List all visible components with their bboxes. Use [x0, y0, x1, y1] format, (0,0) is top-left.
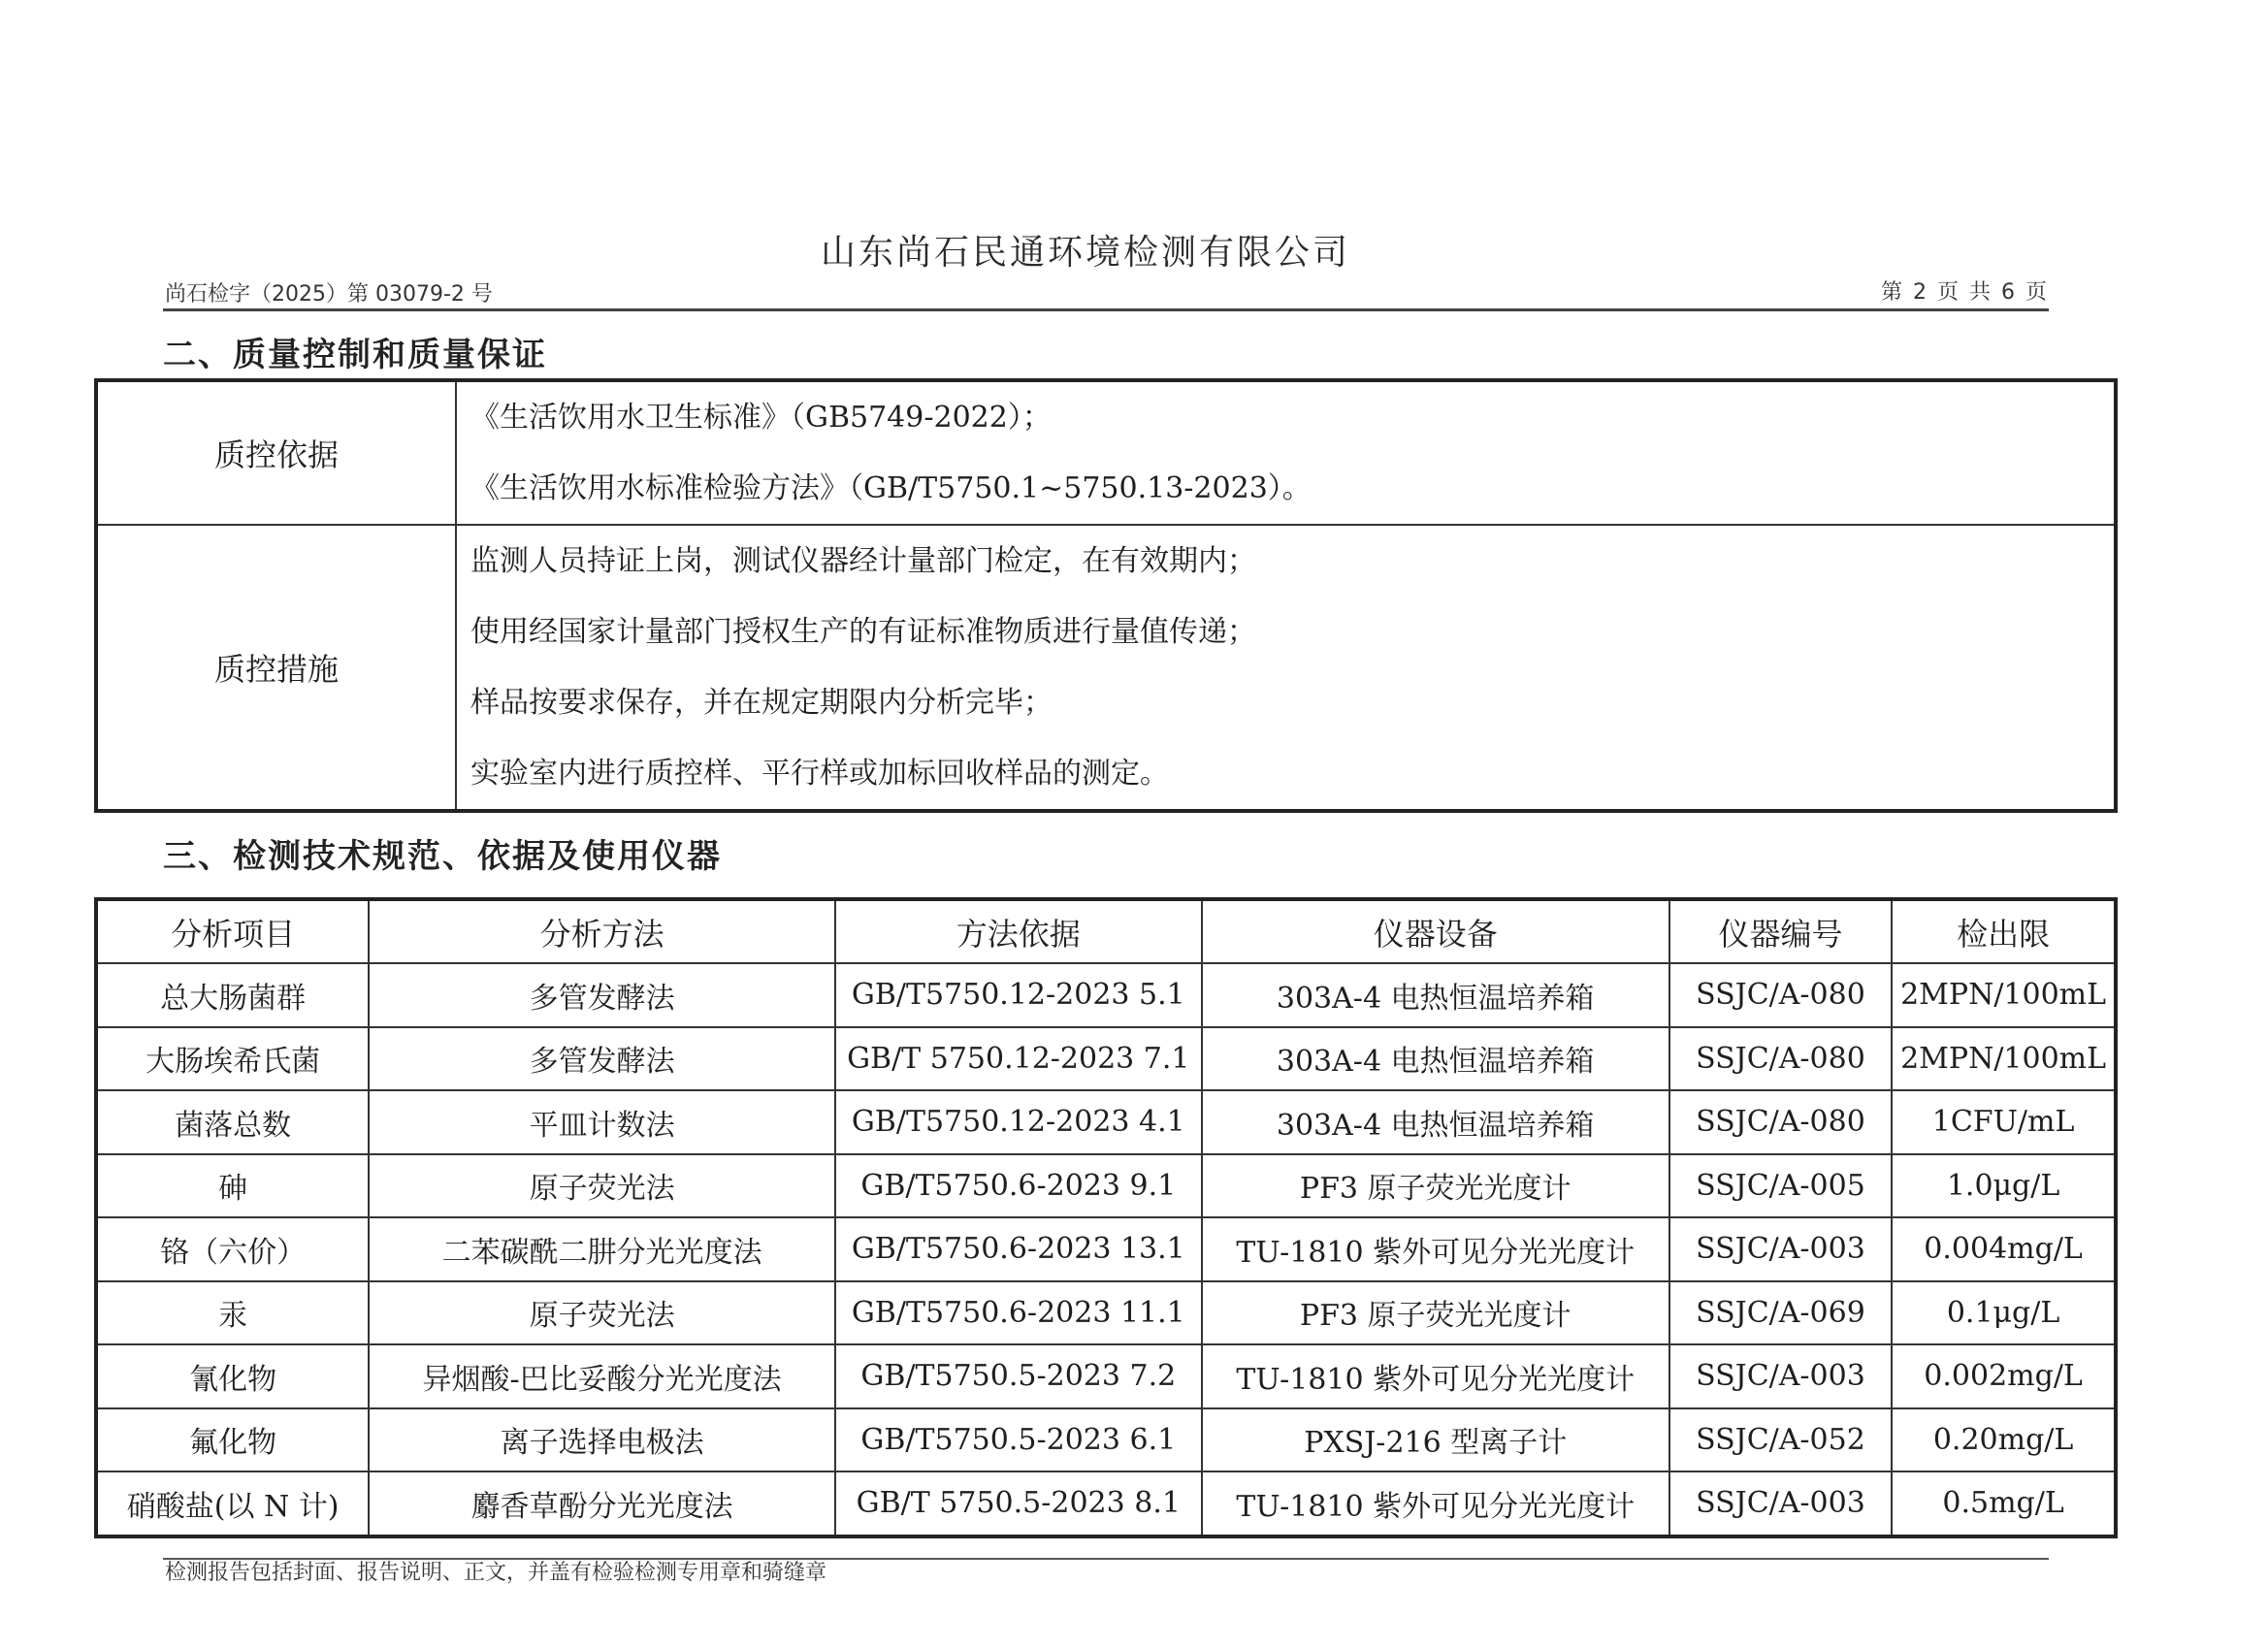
- basis-cell: GB/T 5750.5-2023 8.1: [835, 1471, 1202, 1536]
- method-cell: 多管发酵法: [369, 963, 835, 1027]
- instrument-cell: PXSJ-216 型离子计: [1202, 1408, 1669, 1472]
- item-cell: 氰化物: [96, 1344, 369, 1408]
- instrument-id-cell: SSJC/A-005: [1669, 1154, 1892, 1218]
- table-row: [96, 1154, 2116, 1218]
- item-cell: 硝酸盐(以 N 计): [96, 1471, 369, 1536]
- instrument-cell: TU-1810 紫外可见分光光度计: [1202, 1344, 1669, 1408]
- table-row: [96, 525, 2116, 811]
- method-cell: 原子荧光法: [369, 1154, 835, 1218]
- method-cell: 平皿计数法: [369, 1090, 835, 1154]
- item-cell: 菌落总数: [96, 1090, 369, 1154]
- instrument-id-cell: SSJC/A-080: [1669, 963, 1892, 1027]
- detection-limit-cell: 0.002mg/L: [1892, 1344, 2116, 1408]
- instrument-id-cell: SSJC/A-069: [1669, 1281, 1892, 1345]
- method-cell: 原子荧光法: [369, 1281, 835, 1345]
- instrument-id-cell: SSJC/A-003: [1669, 1471, 1892, 1536]
- item-cell: 总大肠菌群: [96, 963, 369, 1027]
- table-row: [96, 1471, 2116, 1536]
- instrument-cell: 303A-4 电热恒温培养箱: [1202, 1090, 1669, 1154]
- measures-line: 使用经国家计量部门授权生产的有证标准物质进行量值传递；: [470, 615, 1256, 649]
- measures-line: 实验室内进行质控样、平行样或加标回收样品的测定。: [470, 757, 1169, 791]
- basis-cell: GB/T5750.12-2023 5.1: [835, 963, 1202, 1027]
- table-row: [96, 1027, 2116, 1091]
- measures-label: 质控措施: [96, 525, 456, 811]
- method-cell: 麝香草酚分光光度法: [369, 1471, 835, 1536]
- instrument-cell: TU-1810 紫外可见分光光度计: [1202, 1471, 1669, 1536]
- instrument-cell: 303A-4 电热恒温培养箱: [1202, 963, 1669, 1027]
- basis-cell: GB/T5750.12-2023 4.1: [835, 1090, 1202, 1154]
- measures-content: [456, 525, 2116, 811]
- detection-limit-cell: 2MPN/100mL: [1892, 1027, 2116, 1091]
- basis-label: 质控依据: [96, 380, 456, 525]
- detection-limit-cell: 1CFU/mL: [1892, 1090, 2116, 1154]
- column-header: 检出限: [1892, 899, 2116, 963]
- table-row: [96, 963, 2116, 1027]
- basis-cell: GB/T5750.5-2023 7.2: [835, 1344, 1202, 1408]
- detection-limit-cell: 2MPN/100mL: [1892, 963, 2116, 1027]
- basis-cell: GB/T5750.5-2023 6.1: [835, 1408, 1202, 1472]
- detection-limit-cell: 1.0μg/L: [1892, 1154, 2116, 1218]
- column-header: 方法依据: [835, 899, 1202, 963]
- table-row: [96, 1344, 2116, 1408]
- table-row: [96, 380, 2116, 525]
- method-cell: 多管发酵法: [369, 1027, 835, 1091]
- instrument-id-cell: SSJC/A-080: [1669, 1090, 1892, 1154]
- report-number: 尚石检字（2025）第 03079-2 号: [165, 282, 493, 307]
- method-cell: 二苯碳酰二肼分光光度法: [369, 1217, 835, 1281]
- footer-note: 检测报告包括封面、报告说明、正文，并盖有检验检测专用章和骑缝章: [165, 1561, 827, 1585]
- method-cell: 离子选择电极法: [369, 1408, 835, 1472]
- instrument-id-cell: SSJC/A-052: [1669, 1408, 1892, 1472]
- instrument-id-cell: SSJC/A-080: [1669, 1027, 1892, 1091]
- item-cell: 氟化物: [96, 1408, 369, 1472]
- section-title-quality: 二、质量控制和质量保证: [163, 336, 547, 374]
- item-cell: 汞: [96, 1281, 369, 1345]
- instrument-id-cell: SSJC/A-003: [1669, 1344, 1892, 1408]
- instrument-cell: PF3 原子荧光光度计: [1202, 1154, 1669, 1218]
- page-number: 第 2 页 共 6 页: [1881, 280, 2049, 305]
- instrument-cell: TU-1810 紫外可见分光光度计: [1202, 1217, 1669, 1281]
- basis-cell: GB/T5750.6-2023 13.1: [835, 1217, 1202, 1281]
- instrument-cell: 303A-4 电热恒温培养箱: [1202, 1027, 1669, 1091]
- item-cell: 铬（六价）: [96, 1217, 369, 1281]
- column-header: 仪器设备: [1202, 899, 1669, 963]
- measures-line: 样品按要求保存，并在规定期限内分析完毕；: [470, 686, 1053, 720]
- column-header: 分析项目: [96, 899, 369, 963]
- basis-line: 《生活饮用水卫生标准》（GB5749-2022）；: [470, 401, 1052, 435]
- basis-cell: GB/T5750.6-2023 9.1: [835, 1154, 1202, 1218]
- section-title-methods: 三、检测技术规范、依据及使用仪器: [163, 837, 722, 876]
- instrument-id-cell: SSJC/A-003: [1669, 1217, 1892, 1281]
- item-cell: 大肠埃希氏菌: [96, 1027, 369, 1091]
- instrument-cell: PF3 原子荧光光度计: [1202, 1281, 1669, 1345]
- detection-limit-cell: 0.1μg/L: [1892, 1281, 2116, 1345]
- basis-content: [456, 380, 2116, 525]
- table-row: [96, 1408, 2116, 1472]
- item-cell: 砷: [96, 1154, 369, 1218]
- method-cell: 异烟酸-巴比妥酸分光光度法: [369, 1344, 835, 1408]
- quality-control-table: [94, 378, 2118, 813]
- basis-cell: GB/T5750.6-2023 11.1: [835, 1281, 1202, 1345]
- detection-limit-cell: 0.20mg/L: [1892, 1408, 2116, 1472]
- table-header-row: [96, 899, 2116, 963]
- column-header: 分析方法: [369, 899, 835, 963]
- detection-limit-cell: 0.5mg/L: [1892, 1471, 2116, 1536]
- detection-limit-cell: 0.004mg/L: [1892, 1217, 2116, 1281]
- table-row: [96, 1217, 2116, 1281]
- table-row: [96, 1281, 2116, 1345]
- basis-line: 《生活饮用水标准检验方法》（GB/T5750.1~5750.13-2023）。: [470, 471, 1312, 505]
- basis-cell: GB/T 5750.12-2023 7.1: [835, 1027, 1202, 1091]
- column-header: 仪器编号: [1669, 899, 1892, 963]
- measures-line: 监测人员持证上岗，测试仪器经计量部门检定，在有效期内；: [470, 544, 1256, 578]
- table-row: [96, 1090, 2116, 1154]
- company-name: 山东尚石民通环境检测有限公司: [820, 233, 1350, 273]
- methods-table: [94, 897, 2118, 1538]
- header-rule: [163, 308, 2049, 311]
